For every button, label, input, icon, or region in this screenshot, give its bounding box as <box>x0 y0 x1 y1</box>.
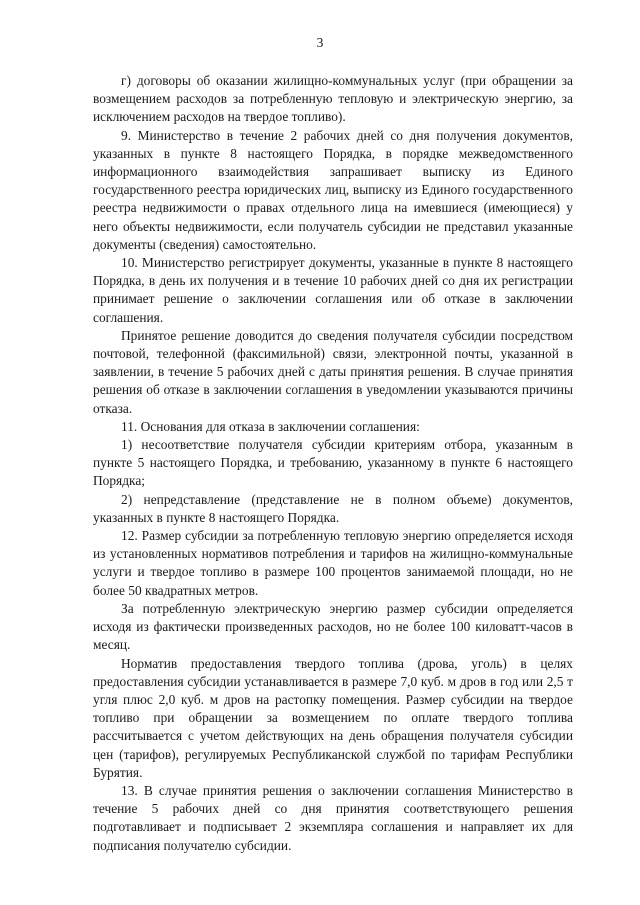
paragraph-decision-notice: Принятое решение доводится до сведения получателя субсидии посредством почтовой, телефонной (факсимильной) связи, электронной почты, указанной в заявлении, в течение 5 рабочих дней с даты принятия решения. В случае принятия решения об отказе в заключении соглашения в уведомлении указываются причины отказа. <box>93 327 573 416</box>
paragraph-clause-13: 13. В случае принятия решения о заключении соглашения Министерство в течение 5 рабочих дней со дня принятия соответствующего решения подготавливает и подписывает 2 экземпляра соглашения и направляет их для подписания получателю субсидии. <box>93 782 573 853</box>
paragraph-solid-fuel-norm: Норматив предоставления твердого топлива (дрова, уголь) в целях предоставления субсидии устанавливается в размере 7,0 куб. м дров в год или 2,5 т угля плюс 2,0 куб. м дров на растопку помещения. Размер субсидии на твердое топливо при обращении за возмещением по оплате твердого топлива рассчитывается с учетом действующих на день обращения получателя субсидии цен (тарифов), регулируемых Республиканской службой по тарифам Республики Бурятия. <box>93 655 573 780</box>
paragraph-clause-12: 12. Размер субсидии за потребленную тепловую энергию определяется исходя из установленных нормативов потребления и тарифов на жилищно-коммунальные услуги и твердое топливо в размере 100 процентов занимаемой площади, но не более 50 квадратных метров. <box>93 528 573 598</box>
document-body <box>93 72 573 855</box>
paragraph-refusal-ground-2: 2) непредставление (представление не в полном объеме) документов, указанных в пункте 8 настоящего Порядка. <box>93 491 573 525</box>
paragraph-clause-10: 10. Министерство регистрирует документы, указанные в пункте 8 настоящего Порядка, в день их получения и в течение 10 рабочих дней со дня их регистрации принимает решение о заключении соглашения или об отказе в заключении соглашения. <box>93 255 573 325</box>
paragraph-refusal-ground-1: 1) несоответствие получателя субсидии критериям отбора, указанным в пункте 5 настоящего Порядка, и требованию, указанному в пункте 6 настоящего Порядка; <box>93 437 573 489</box>
paragraph-clause-11: 11. Основания для отказа в заключении соглашения: <box>121 418 420 434</box>
paragraph-contract-list-item: г) договоры об оказании жилищно-коммунальных услуг (при обращении за возмещением расходов за потребленную тепловую и электрическую энергию, за исключением расходов на твердое топливо). <box>93 73 573 125</box>
paragraph-clause-9: 9. Министерство в течение 2 рабочих дней со дня получения документов, указанных в пункте 8 настоящего Порядка, в порядке межведомственного информационного взаимодействия запрашивает выписку из Единого государственного реестра юридических лиц, выписку из Единого государственного реестра недвижимости о правах отдельного лица на имевшиеся (имеющиеся) у него объекты недвижимости, если получатель субсидии не представил указанные документы (сведения) самостоятельно. <box>93 127 573 252</box>
paragraph-electric-energy: За потребленную электрическую энергию размер субсидии определяется исходя из фактически произведенных расходов, но не более 100 киловатт-часов в месяц. <box>93 600 573 653</box>
page-number: 3 <box>316 35 324 50</box>
